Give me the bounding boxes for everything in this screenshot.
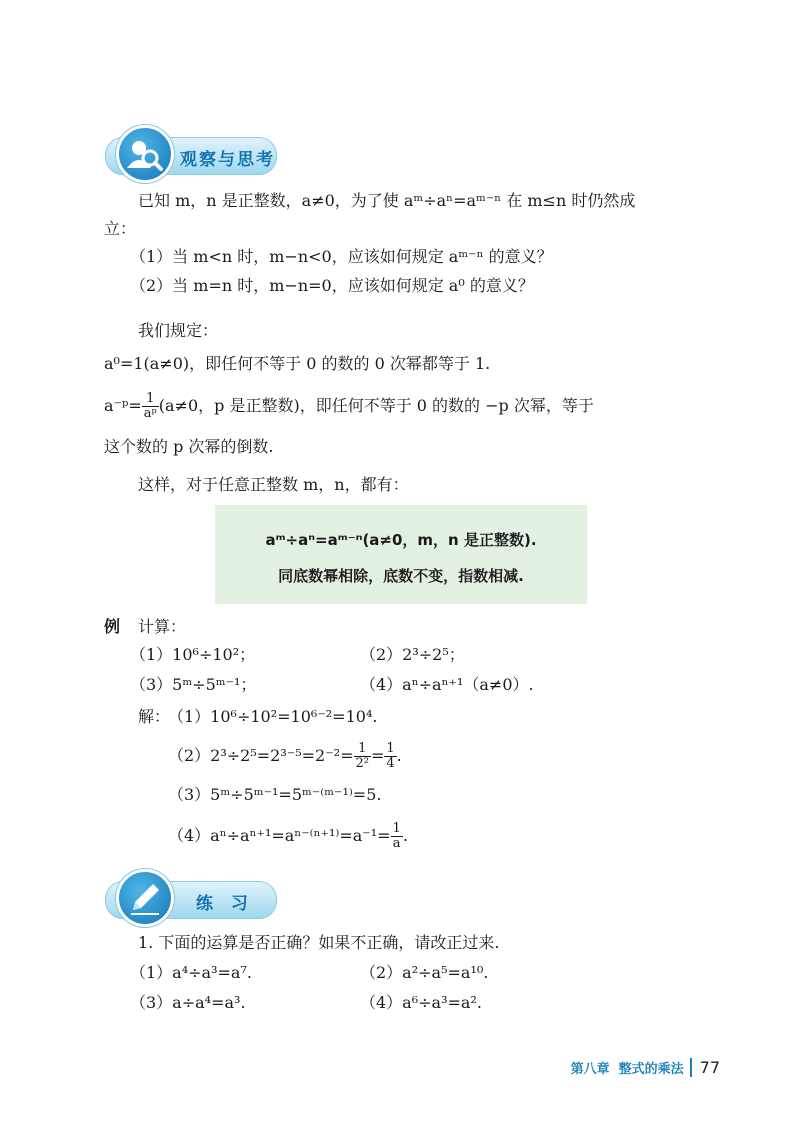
solution-4: [168, 822, 408, 851]
example-prompt: 计算：: [138, 617, 187, 636]
example-label: 例: [104, 617, 121, 636]
neg-power-den: aᵖ: [143, 406, 157, 421]
solution-4-frac: [391, 822, 403, 851]
definition-negative-power: [104, 392, 594, 421]
definition-intro: 我们规定：: [138, 321, 219, 340]
neg-power-rest: (a≠0，p 是正整数)，即任何不等于 0 的数的 −p 次幂，等于: [158, 396, 594, 415]
example-problem-1: （1）10⁶÷10²；: [130, 645, 256, 664]
neg-power-lhs: a⁻ᵖ=: [104, 396, 142, 415]
solution-1: （1）10⁶÷10²=10⁶⁻²=10⁴.: [168, 707, 378, 726]
page-number: 77: [690, 1058, 720, 1077]
frac-num: 1: [386, 741, 395, 756]
neg-power-fraction: [142, 392, 159, 421]
practice-item-1: （1）a⁴÷a³=a⁷.: [130, 963, 252, 982]
observe-question-2: （2）当 m=n 时，m−n=0，应该如何规定 a⁰ 的意义？: [130, 276, 534, 295]
definition-zero-power: a⁰=1(a≠0)，即任何不等于 0 的数的 0 次幂都等于 1.: [104, 354, 491, 373]
example-problem-4: （4）aⁿ÷aⁿ⁺¹（a≠0）.: [360, 675, 534, 694]
page-footer: [571, 1058, 720, 1077]
frac-den: 4: [386, 756, 395, 771]
frac-num: 1: [354, 742, 371, 757]
magnifier-person-icon: [119, 128, 171, 180]
pencil-icon: [119, 872, 171, 924]
solution-2-frac-1: [354, 742, 371, 771]
solution-2-frac-2: [384, 742, 396, 771]
period: .: [402, 826, 408, 845]
chapter-title: 第八章 整式的乘法: [570, 1062, 684, 1077]
rule-text: 同底数幂相除，底数不变，指数相减.: [278, 567, 524, 585]
solution-3: （3）5ᵐ÷5ᵐ⁻¹=5ᵐ⁻⁽ᵐ⁻¹⁾=5.: [168, 785, 382, 804]
practice-question-1: 1. 下面的运算是否正确？如果不正确，请改正过来.: [138, 933, 500, 952]
definition-negative-power-2: 这个数的 p 次幂的倒数.: [104, 437, 274, 456]
rule-formula: aᵐ÷aⁿ=aᵐ⁻ⁿ(a≠0，m，n 是正整数).: [265, 531, 537, 549]
observe-question-1: （1）当 m<n 时，m−n<0，应该如何规定 aᵐ⁻ⁿ 的意义？: [130, 247, 553, 266]
example-problem-3: （3）5ᵐ÷5ᵐ⁻¹；: [130, 675, 257, 694]
neg-power-num: 1: [142, 392, 159, 407]
practice-item-2: （2）a²÷a⁵=a¹⁰.: [360, 963, 489, 982]
solution-2: [168, 742, 402, 771]
frac-num: 1: [392, 821, 401, 836]
solution-label: 解：: [138, 707, 171, 726]
practice-badge: [116, 869, 174, 927]
example-problem-2: （2）2³÷2⁵；: [360, 645, 465, 664]
practice-title: 练 习: [196, 894, 250, 914]
frac-den: a: [392, 836, 401, 851]
observe-badge: [116, 125, 174, 183]
rule-box: [215, 505, 587, 604]
equals: =: [370, 746, 385, 765]
frac-den: 2²: [355, 756, 369, 771]
observe-title: 观察与思考: [180, 150, 275, 170]
definition-summary: 这样，对于任意正整数 m，n，都有：: [138, 475, 409, 494]
observe-line-1b: 立：: [104, 219, 137, 238]
practice-item-3: （3）a÷a⁴=a³.: [130, 993, 246, 1012]
observe-line-1: 已知 m，n 是正整数，a≠0，为了使 aᵐ÷aⁿ=aᵐ⁻ⁿ 在 m≤n 时仍然成: [138, 191, 636, 210]
period: .: [396, 746, 402, 765]
practice-item-4: （4）a⁶÷a³=a².: [360, 993, 482, 1012]
solution-4-lhs: （4）aⁿ÷aⁿ⁺¹=aⁿ⁻⁽ⁿ⁺¹⁾=a⁻¹=: [168, 826, 391, 845]
solution-2-lhs: （2）2³÷2⁵=2³⁻⁵=2⁻²=: [168, 746, 354, 765]
